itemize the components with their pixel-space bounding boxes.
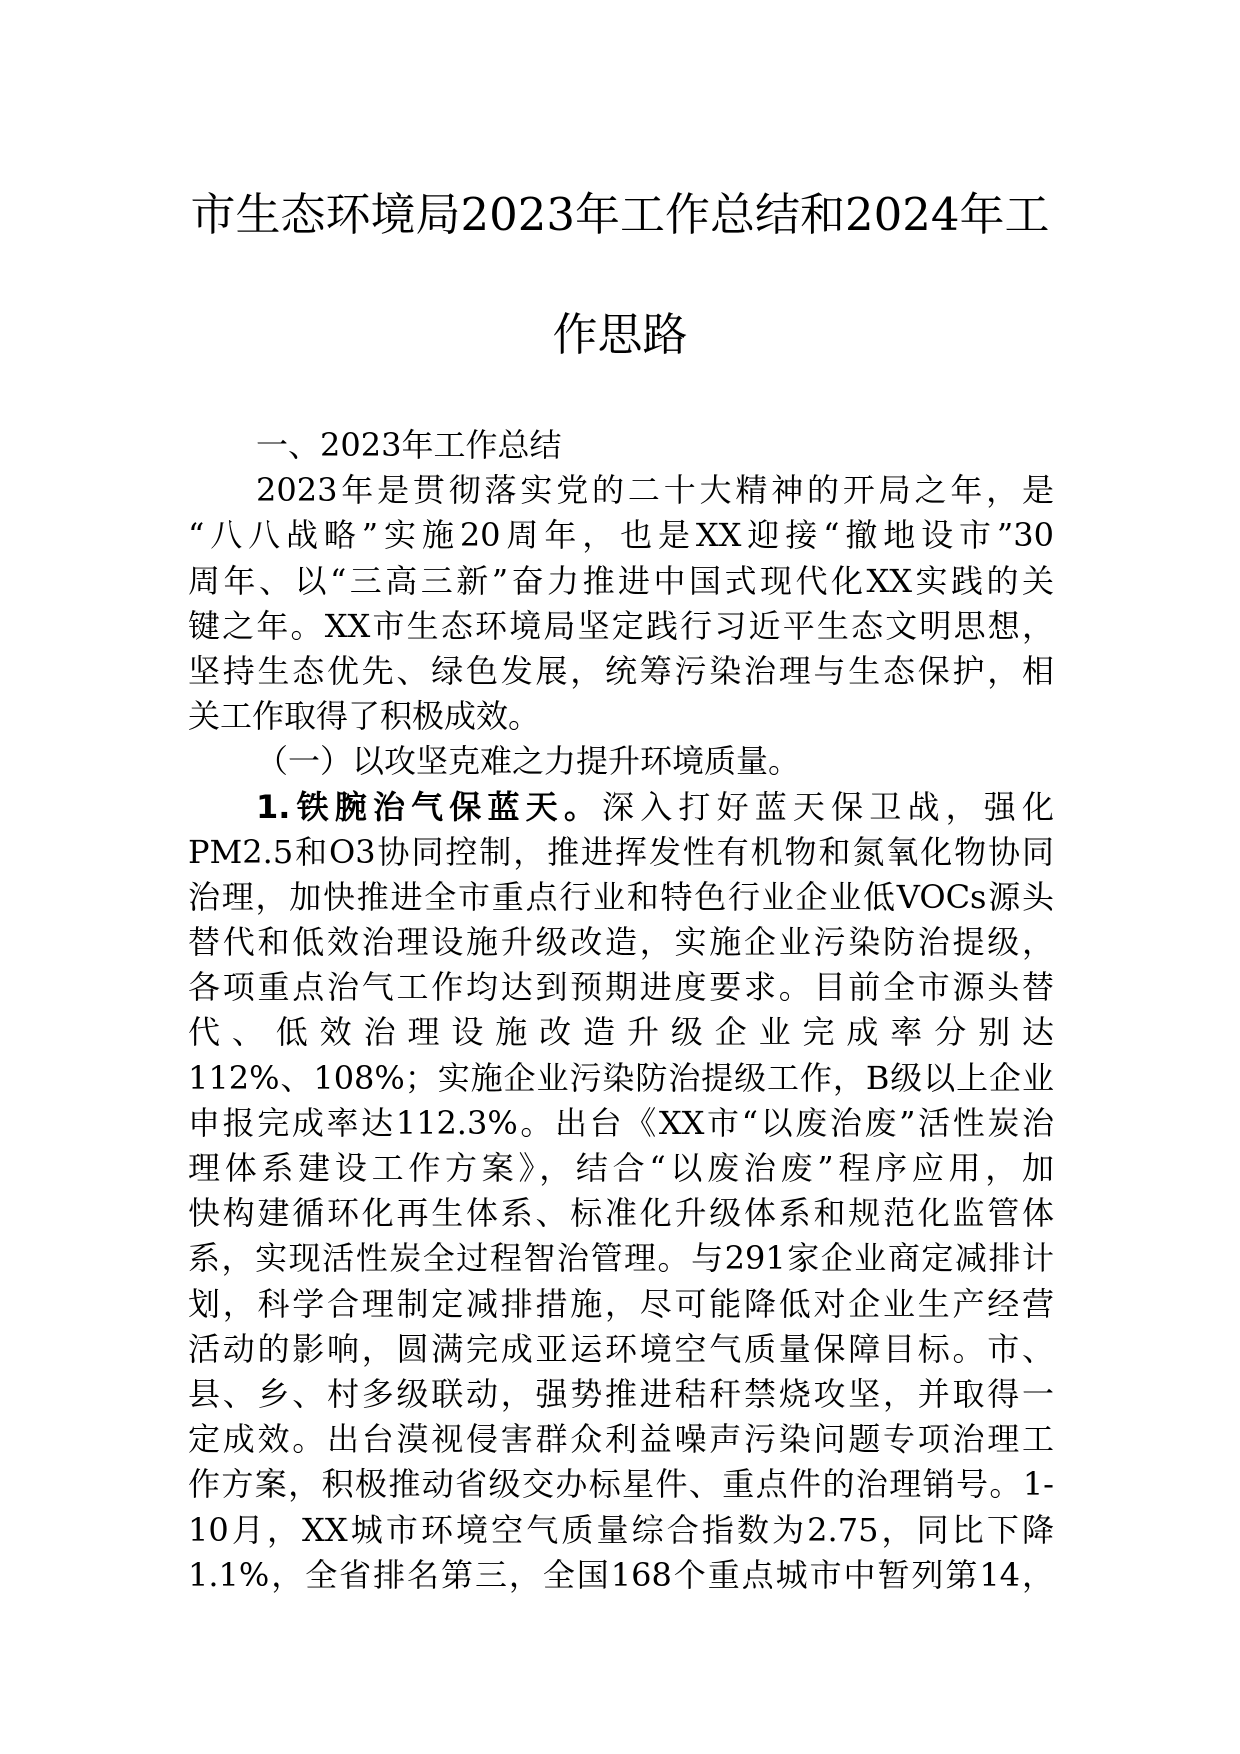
bold-lead-text: 1.铁腕治气保蓝天。 xyxy=(256,787,603,826)
body-line: 治理，加快推进全市重点行业和特色行业企业低VOCs源头 xyxy=(188,877,1054,916)
body-line-rest: 深入打好蓝天保卫战，强化 xyxy=(602,787,1054,826)
body-line: 定成效。出台漠视侵害群众利益噪声污染问题专项治理工 xyxy=(188,1420,1054,1459)
body-line: 10月，XX城市环境空气质量综合指数为2.75，同比下降 xyxy=(188,1510,1054,1549)
body-line: 快构建循环化再生体系、标准化升级体系和规范化监管体 xyxy=(188,1194,1054,1233)
body-line: 112%、108%；实施企业污染防治提级工作，B级以上企业 xyxy=(188,1058,1054,1097)
body-line: 县、乡、村多级联动，强势推进秸秆禁烧攻坚，并取得一 xyxy=(188,1374,1054,1413)
body-line: 理体系建设工作方案》，结合“以废治废”程序应用，加 xyxy=(188,1149,1054,1187)
body-line: 申报完成率达112.3%。出台《XX市“以废治废”活性炭治 xyxy=(188,1103,1054,1142)
subsection-heading: （一）以攻坚克难之力提升环境质量。 xyxy=(256,742,801,781)
body-line: 划，科学合理制定减排措施，尽可能降低对企业生产经营 xyxy=(188,1284,1054,1323)
body-line: 1.1%，全省排名第三，全国168个重点城市中暂列第14， xyxy=(188,1555,1054,1594)
section-heading: 一、2023年工作总结 xyxy=(256,426,562,464)
body-line: 作方案，积极推动省级交办标星件、重点件的治理销号。1- xyxy=(188,1465,1054,1504)
document-title-line-1: 市生态环境局2023年工作总结和2024年工 xyxy=(190,188,1050,241)
body-line: 键之年。XX市生态环境局坚定践行习近平生态文明思想， xyxy=(188,606,1054,645)
document-body xyxy=(188,423,1054,1598)
body-line: 各项重点治气工作均达到预期进度要求。目前全市源头替 xyxy=(188,968,1054,1007)
body-line: 替代和低效治理设施升级改造，实施企业污染防治提级， xyxy=(188,923,1054,962)
body-line: 关工作取得了积极成效。 xyxy=(188,697,541,736)
body-line: 系，实现活性炭全过程智治管理。与291家企业商定减排计 xyxy=(188,1239,1054,1278)
document-title-line-2: 作思路 xyxy=(552,308,688,361)
body-line: 周年、以“三高三新”奋力推进中国式现代化XX实践的关 xyxy=(188,561,1054,600)
body-line: PM2.5和O3协同控制，推进挥发性有机物和氮氧化物协同 xyxy=(188,832,1054,871)
body-line: 坚持生态优先、绿色发展，统筹污染治理与生态保护，相 xyxy=(188,651,1054,690)
body-line: “八八战略”实施20周年，也是XX迎接“撤地设市”30 xyxy=(188,516,1054,555)
body-line: 活动的影响，圆满完成亚运环境空气质量保障目标。市、 xyxy=(188,1329,1054,1368)
body-line: 代、低效治理设施改造升级企业完成率分别达 xyxy=(188,1013,1054,1052)
body-line: 2023年是贯彻落实党的二十大精神的开局之年，是 xyxy=(256,471,1054,510)
body-line-with-bold-lead xyxy=(188,785,1054,830)
